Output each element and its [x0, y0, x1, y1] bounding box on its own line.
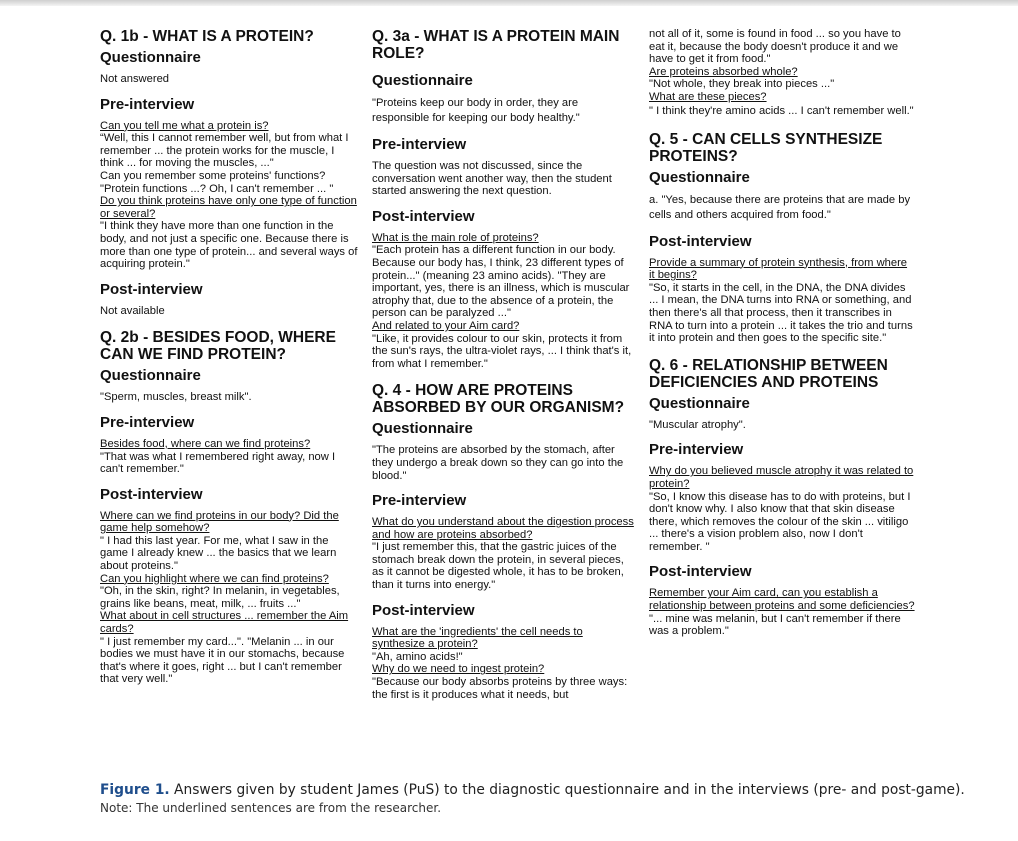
q4-post-dialogue	[372, 626, 634, 702]
q2b-title: Q. 2b - BESIDES FOOD, WHERE CAN WE FIND PROTEIN?	[100, 329, 336, 364]
q3a-questionnaire-heading: Questionnaire	[372, 72, 473, 89]
q3a-questionnaire-answer: "Proteins keep our body in order, they are responsible for keeping our body healthy."	[372, 97, 580, 124]
figure-caption-text: Answers given by student James (PuS) to the diagnostic questionnaire and in the interviews (pre- and post-game).	[169, 782, 965, 798]
q4-pre-dialogue	[372, 516, 634, 592]
q1b-post-answer: Not available	[100, 304, 165, 317]
student-answer: "Protein functions ...? Oh, I can't remember ... "	[100, 182, 334, 195]
q5-post-heading: Post-interview	[649, 232, 752, 250]
viewer-top-bar	[0, 0, 1018, 6]
q6-post-heading: Post-interview	[649, 563, 752, 581]
student-answer: "Oh, in the skin, right? In melanin, in vegetables, grains like beans, meat, milk, ... fruits ..."	[100, 585, 340, 610]
researcher-question: And related to your Aim card?	[372, 319, 520, 332]
researcher-question: What are the 'ingredients' the cell needs to synthesize a protein?	[372, 625, 583, 651]
q6-pre-heading: Pre-interview	[649, 441, 744, 459]
q2b-pre-heading: Pre-interview	[100, 413, 195, 431]
q6-questionnaire-answer: "Muscular atrophy".	[649, 418, 746, 431]
researcher-question: Remember your Aim card, can you establish a relationship between proteins and some deficiencies?	[649, 587, 915, 613]
researcher-question: Can you tell me what a protein is?	[100, 119, 269, 132]
q2b-post-dialogue	[100, 510, 358, 686]
student-answer: "So, I know this disease has to do with proteins, but I don't know why. I also know that that skin disease there, which removes the colour of the skin ... vitiligo ... there's a vision problem also, now I don't remember. "	[649, 490, 911, 553]
student-answer: "Like, it provides colour to our skin, protects it from the sun's rays, the ultra-violet rays, ... I think that's it, from what I remember."	[372, 332, 632, 370]
q3a-pre-answer: The question was not discussed, since the conversation went another way, then the student started answering the next question.	[372, 160, 612, 198]
q5-questionnaire-answer: a. "Yes, because there are proteins that are made by cells and others acquired from food."	[649, 193, 911, 221]
q2b-post-heading: Post-interview	[100, 485, 203, 503]
q1b-title: Q. 1b - WHAT IS A PROTEIN?	[100, 28, 314, 45]
q3a-post-dialogue	[372, 232, 634, 371]
q1b-questionnaire-heading: Questionnaire	[100, 49, 201, 66]
q2b-questionnaire-answer: "Sperm, muscles, breast milk".	[100, 391, 252, 404]
q4-post-heading: Post-interview	[372, 601, 475, 619]
q4-pre-heading: Pre-interview	[372, 492, 467, 510]
researcher-question: Can you highlight where we can find proteins?	[100, 572, 329, 585]
student-answer: "Ah, amino acids!"	[372, 650, 463, 663]
q3a-post-heading: Post-interview	[372, 207, 475, 225]
column-3	[649, 28, 915, 638]
q1b-pre-dialogue	[100, 120, 358, 271]
researcher-question: What are these pieces?	[649, 90, 767, 103]
student-answer: "I think they have more than one function in the body, and not just a specific one. Because there is more than one type of protein... and several ways of acquiring protein."	[100, 220, 358, 271]
researcher-question: Provide a summary of protein synthesis, from where it begins?	[649, 256, 908, 282]
q6-post-dialogue	[649, 587, 915, 637]
researcher-question: Besides food, where can we find proteins?	[100, 437, 311, 450]
column-2	[372, 28, 634, 701]
q6-title: Q. 6 - RELATIONSHIP BETWEEN DEFICIENCIES AND PROTEINS	[649, 356, 888, 391]
researcher-question: Do you think proteins have only one type of function or several?	[100, 195, 357, 220]
researcher-question: Are proteins absorbed whole?	[649, 65, 798, 78]
q5-post-dialogue	[649, 257, 915, 345]
student-answer: Can you remember some proteins' functions?	[100, 169, 326, 182]
student-answer: "That was what I remembered right away, now I can't remember."	[100, 450, 336, 476]
student-answer: "Not whole, they break into pieces ..."	[649, 78, 835, 91]
q3a-title: Q. 3a - WHAT IS A PROTEIN MAIN ROLE?	[372, 28, 620, 62]
student-answer: " I think they're amino acids ... I can't remember well."	[649, 104, 914, 117]
q4-continued-dialogue	[649, 28, 915, 119]
student-answer: not all of it, some is found in food ... so you have to eat it, because the body doesn't produce it and we have to get it from food."	[649, 28, 901, 66]
student-answer: "Because our body absorbs proteins by three ways: the first is it produces what it needs, but	[372, 676, 628, 701]
researcher-question: Where can we find proteins in our body? Did the game help somehow?	[100, 509, 339, 535]
q5-questionnaire-heading: Questionnaire	[649, 168, 750, 186]
column-1	[100, 28, 358, 686]
q5-title: Q. 5 - CAN CELLS SYNTHESIZE PROTEINS?	[649, 130, 883, 165]
figure-note: Note: The underlined sentences are from the researcher.	[100, 801, 442, 815]
q1b-post-heading: Post-interview	[100, 280, 203, 298]
q4-questionnaire-answer: "The proteins are absorbed by the stomach, after they undergo a break down so they can go into the blood."	[372, 444, 624, 482]
researcher-question: What do you understand about the digestion process and how are proteins absorbed?	[372, 516, 634, 541]
researcher-question: Why do you believed muscle atrophy it was related to protein?	[649, 465, 914, 490]
researcher-question: Why do we need to ingest protein?	[372, 663, 545, 676]
figure-label: Figure 1.	[100, 782, 170, 798]
student-answer: “Well, this I cannot remember well, but from what I remember ... the protein works for the muscle, I think ... for moving the muscles, ..."	[100, 132, 349, 170]
student-answer: "Each protein has a different function in our body. Because our body has, I think, 23 different types of protein..." (meaning 23 amino acids). "They are important, yes, there is an illness, which is muscular atrophy that, due to the absence of a protein, the person can be paralyzed ..."	[372, 244, 630, 320]
q3a-pre-heading: Pre-interview	[372, 136, 467, 153]
figure-caption	[100, 782, 965, 798]
q2b-questionnaire-heading: Questionnaire	[100, 367, 201, 385]
q4-title: Q. 4 - HOW ARE PROTEINS ABSORBED BY OUR ORGANISM?	[372, 382, 625, 417]
q1b-pre-heading: Pre-interview	[100, 95, 195, 113]
q1b-questionnaire-answer: Not answered	[100, 73, 170, 85]
q2b-pre-dialogue	[100, 438, 358, 476]
student-answer: "I just remember this, that the gastric juices of the stomach break down the protein, in several pieces, as it cannot be digested whole, it has to be broken, than it turns into energy."	[372, 541, 624, 592]
q4-questionnaire-heading: Questionnaire	[372, 420, 473, 438]
researcher-question: What is the main role of proteins?	[372, 231, 539, 244]
student-answer: " I had this last year. For me, what I saw in the game I already knew ... the basics that we learn about proteins."	[100, 534, 337, 573]
q6-pre-dialogue	[649, 465, 915, 553]
student-answer: "So, it starts in the cell, in the DNA, the DNA divides ... I mean, the DNA turns into RNA or something, and then there's all that process, then it transcribes in RNA to turn into a protein ... it takes the trio and turns it into protein and then goes to the specific site."	[649, 281, 913, 345]
student-answer: " I just remember my card...". "Melanin ... in our bodies we must have it in our stomachs, because that's where it goes, right ... but I can't remember that very well."	[100, 635, 345, 686]
researcher-question: What about in cell structures ... remember the Aim cards?	[100, 610, 349, 636]
q6-questionnaire-heading: Questionnaire	[649, 394, 750, 412]
student-answer: "... mine was melanin, but I can't remember if there was a problem."	[649, 612, 901, 638]
